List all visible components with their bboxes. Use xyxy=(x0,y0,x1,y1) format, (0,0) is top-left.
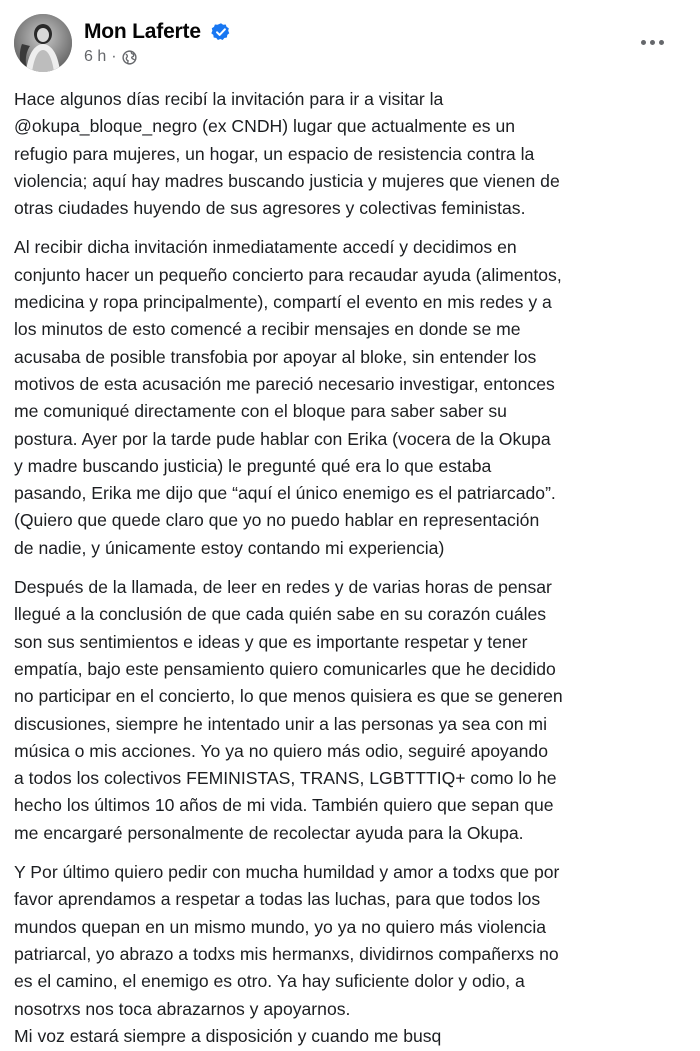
post-paragraph-4: Y Por último quiero pedir con mucha humildad y amor a todxs que por favor aprendamos a respetar a todas las luchas, para que todos los mundos quepan en un mismo mundo, yo ya no quiero más violencia patriarcal, yo abrazo a todxs mis hermanxs, dividirnos compañerxs no es el camino, el enemigo es otro. Ya hay suficiente dolor y odio, a nosotrxs nos toca abrazarnos y apoyarnos. Mi voz estará siempre a disposición y cuando me busq xyxy=(14,862,560,1046)
author-avatar[interactable] xyxy=(14,14,72,72)
post-body xyxy=(14,86,692,1050)
more-dot xyxy=(641,40,646,45)
globe-icon[interactable] xyxy=(122,50,137,65)
post-paragraph-1: Hace algunos días recibí la invitación para ir a visitar la @okupa_bloque_negro (ex CNDH) lugar que actualmente es un refugio para mujeres, un hogar, un espacio de resistencia contra la violencia; aquí hay madres buscando justicia y mujeres que vienen de otras ciudades huyendo de sus agresores y colectivas feministas. xyxy=(14,89,560,219)
more-options-icon[interactable] xyxy=(634,30,670,54)
verified-badge-icon xyxy=(211,22,231,42)
post-paragraph-3: Después de la llamada, de leer en redes y de varias horas de pensar llegué a la conclusión de que cada quién sabe en su corazón cuáles son sus sentimientos e ideas y que es importante respetar y tener empatía, bajo este pensamiento quiero comunicarles que he decidido no participar en el concierto, lo que menos quisiera es que se generen discusiones, siempre he intentado unir a las personas ya sea con mi música o mis acciones. Yo ya no quiero más odio, seguiré apoyando a todos los colectivos FEMINISTAS, TRANS, LGBTTTIQ+ como lo he hecho los últimos 10 años de mi vida. También quiero que sepan que me encargaré personalmente de recolectar ayuda para la Okupa. xyxy=(14,577,563,843)
post-timestamp[interactable]: 6 h xyxy=(84,48,107,65)
author-info xyxy=(84,20,231,66)
post-paragraph-2: Al recibir dicha invitación inmediatamente accedí y decidimos en conjunto hacer un pequeño concierto para recaudar ayuda (alimentos, medicina y ropa principalmente), compartí el evento en mis redes y a los minutos de esto comencé a recibir mensajes en donde se me acusaba de posible transfobia por apoyar al bloke, sin entender los motivos de esta acusación me pareció necesario investigar, entonces me comuniqué directamente con el bloque para saber saber su postura. Ayer por la tarde pude hablar con Erika (vocera de la Okupa y madre buscando justicia) le pregunté qué era lo que estaba pasando, Erika me dijo que “aquí el único enemigo es el patriarcado”. (Quiero que quede claro que yo no puedo hablar en representación de nadie, y únicamente estoy contando mi experiencia) xyxy=(14,237,562,558)
post-meta xyxy=(84,48,231,66)
meta-separator: · xyxy=(111,48,117,65)
author-name[interactable]: Mon Laferte xyxy=(84,20,201,43)
more-dot xyxy=(659,40,664,45)
more-dot xyxy=(650,40,655,45)
avatar-photo-icon xyxy=(14,14,72,72)
post-header xyxy=(14,14,686,74)
